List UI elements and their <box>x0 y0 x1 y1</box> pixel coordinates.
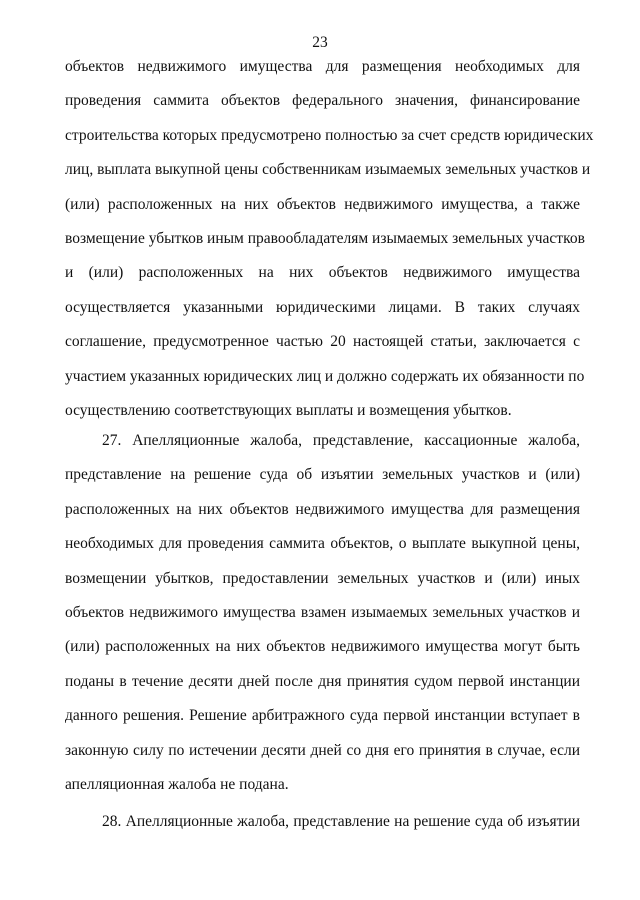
text-line: 28. Апелляционные жалоба, представление на решение суда об изъятии <box>102 813 580 830</box>
text-line: данного решения. Решение арбитражного суда первой инстанции вступает в <box>65 707 580 725</box>
text-line: возмещение убытков иным правообладателям изымаемых земельных участков <box>65 229 585 247</box>
text-line: расположенных на них объектов недвижимого имущества для размещения <box>65 500 580 518</box>
text-line: 27. Апелляционные жалоба, представление, кассационные жалоба, <box>102 432 580 449</box>
text-line: возмещении убытков, предоставлении земельных участков и (или) иных <box>65 569 580 587</box>
text-line: поданы в течение десяти дней после дня принятия судом первой инстанции <box>65 672 580 690</box>
text-line: и (или) расположенных на них объектов недвижимого имущества <box>65 264 580 282</box>
text-line: необходимых для проведения саммита объектов, о выплате выкупной цены, <box>65 535 580 553</box>
text-line: (или) расположенных на них объектов недвижимого имущества могут быть <box>65 638 580 656</box>
text-line: объектов недвижимого имущества для размещения необходимых для <box>65 58 580 75</box>
text-line: лиц, выплата выкупной цены собственникам изымаемых земельных участков и <box>65 161 591 179</box>
text-line: законную силу по истечении десяти дней со дня его принятия в случае, если <box>65 741 580 759</box>
text-line: объектов недвижимого имущества взамен изымаемых земельных участков и <box>65 603 580 621</box>
paragraph-28 <box>65 812 580 846</box>
text-line: апелляционная жалоба не подана. <box>65 775 289 793</box>
text-line: соглашение, предусмотренное частью 20 настоящей статьи, заключается с <box>65 333 580 351</box>
text-line: проведения саммита объектов федерального значения, финансирование <box>65 92 580 110</box>
text-line: (или) расположенных на них объектов недвижимого имущества, а также <box>65 195 580 213</box>
text-line: представление на решение суда об изъятии земельных участков и (или) <box>65 466 580 484</box>
text-line: строительства которых предусмотрено полностью за счет средств юридических <box>65 126 594 144</box>
paragraph-continuation <box>65 57 594 435</box>
text-line: осуществляется указанными юридическими лицами. В таких случаях <box>65 298 580 316</box>
paragraph-27 <box>65 431 580 809</box>
text-line: участием указанных юридических лиц и должно содержать их обязанности по <box>65 367 585 385</box>
text-line: осуществлению соответствующих выплаты и возмещения убытков. <box>65 401 512 419</box>
page-number: 23 <box>312 34 328 51</box>
